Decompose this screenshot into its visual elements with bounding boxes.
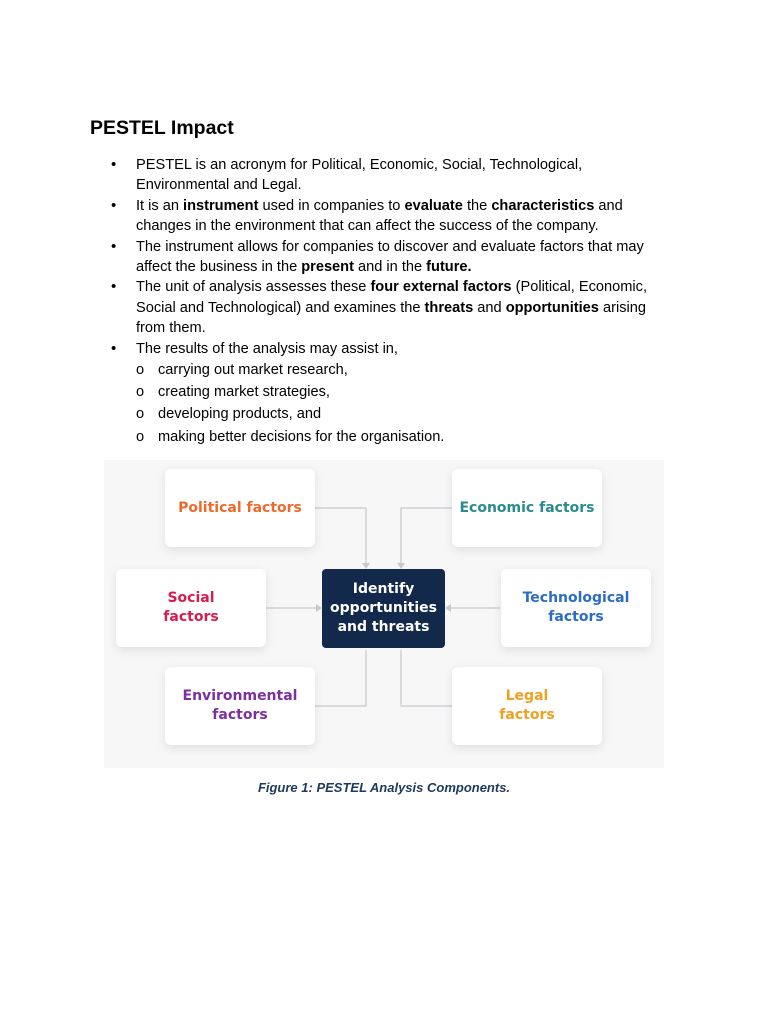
technological-factors-box <box>501 569 651 647</box>
technological-factors-label: Technological factors <box>522 590 630 625</box>
bold-text: opportunities <box>505 299 599 316</box>
bold-text: four external factors <box>370 279 512 296</box>
legal-factors-label: Legal factors <box>499 688 555 723</box>
sub-list-item: o developing products, and <box>136 403 668 425</box>
bold-text: threats <box>424 299 474 316</box>
environmental-factors-label: Environmental factors <box>182 688 298 723</box>
sub-list <box>136 359 668 448</box>
sub-list-item: o making better decisions for the organisation. <box>136 426 668 448</box>
bullet-item <box>108 155 668 196</box>
bullet-list <box>108 155 668 448</box>
text-segment: and in the <box>353 259 427 276</box>
connector-environmental <box>315 650 366 706</box>
connector-legal <box>401 650 452 706</box>
connector-economic <box>401 508 452 566</box>
text-segment: the <box>462 197 492 214</box>
text-segment: and changes in the environment that can affect the success of the company. <box>136 197 623 235</box>
economic-factors-label: Economic factors <box>459 499 595 516</box>
pestel-diagram <box>104 460 664 768</box>
sub-list-item: o creating market strategies, <box>136 381 668 403</box>
figure-caption: Figure 1: PESTEL Analysis Components. <box>257 780 511 795</box>
text-segment: The instrument allows for companies to discover and evaluate factors that may affect the business in the <box>136 238 644 276</box>
political-factors-box <box>165 469 315 547</box>
social-factors-box <box>116 569 266 647</box>
bullet-item <box>108 237 668 278</box>
economic-factors-box <box>452 469 602 547</box>
bold-text: instrument <box>183 197 259 214</box>
section-heading: PESTEL Impact <box>90 117 234 139</box>
text-segment: The unit of analysis assesses these <box>136 279 371 296</box>
bullet-item <box>108 277 668 338</box>
legal-factors-box <box>452 667 602 745</box>
text-segment: used in companies to <box>258 197 405 214</box>
bullet-item <box>108 339 668 448</box>
text-segment: (Political, Economic, Social and Technological) and examines the <box>136 279 648 316</box>
political-factors-label: Political factors <box>178 499 302 516</box>
connector-political <box>315 508 366 566</box>
bold-text: characteristics <box>491 197 595 214</box>
bold-text: present <box>301 259 354 276</box>
environmental-factors-box <box>165 667 315 745</box>
bold-text: evaluate <box>404 197 463 214</box>
text-segment: and <box>473 299 506 316</box>
sub-list-item: o carrying out market research, <box>136 359 668 381</box>
center-label: Identify opportunities and threats <box>330 581 437 635</box>
text-segment: It is an <box>136 197 184 214</box>
center-box <box>322 569 445 648</box>
social-factors-label: Social factors <box>163 590 219 625</box>
text-segment: PESTEL is an acronym for Political, Economic, Social, Technological, Environmental and Legal. <box>136 157 583 194</box>
text-segment: arising from them. <box>136 299 646 337</box>
text-segment: The results of the analysis may assist in, <box>136 340 398 357</box>
bullet-item <box>108 196 668 237</box>
bold-text: future. <box>426 259 472 276</box>
